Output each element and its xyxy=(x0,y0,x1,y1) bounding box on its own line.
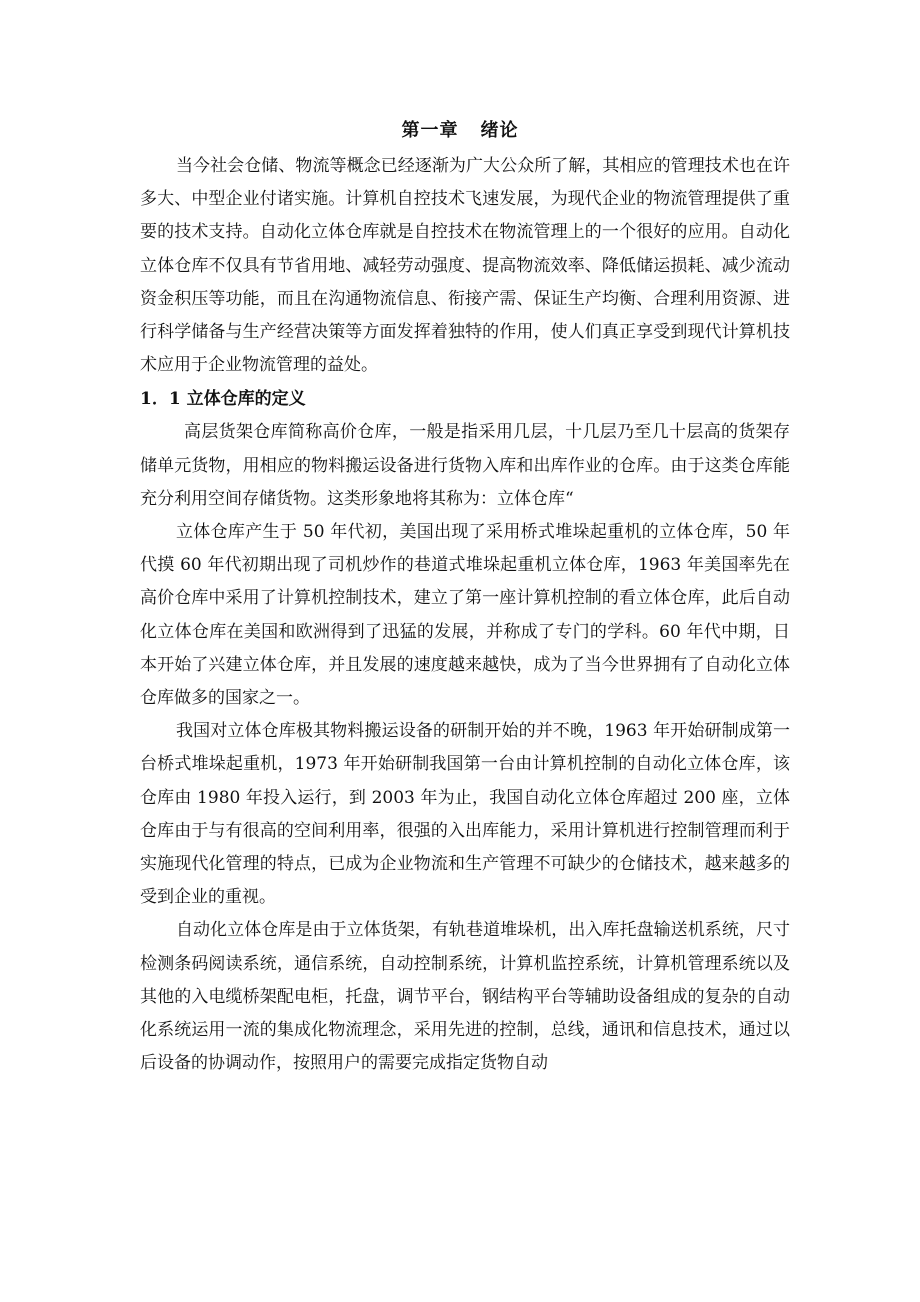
document-body xyxy=(140,150,790,1080)
intro-paragraph: 当今社会仓储、物流等概念已经逐渐为广大公众所了解，其相应的管理技术也在许多大、中型企业付诸实施。计算机自控技术飞速发展，为现代企业的物流管理提供了重要的技术支持。自动化立体仓库就是自控技术在物流管理上的一个很好的应用。自动化立体仓库不仅具有节省用地、减轻劳动强度、提高物流效率、降低储运损耗、减少流动资金积压等功能，而且在沟通物流信息、衔接产需、保证生产均衡、合理利用资源、进行科学储备与生产经营决策等方面发挥着独特的作用，使人们真正享受到现代计算机技术应用于企业物流管理的益处。 xyxy=(140,156,790,376)
history-world-paragraph: 立体仓库产生于 50 年代初，美国出现了采用桥式堆垛起重机的立体仓库，50 年代摸 60 年代初期出现了司机炒作的巷道式堆垛起重机立体仓库，1963 年美国率先在高价仓库中采用了计算机控制技术，建立了第一座计算机控制的看立体仓库，此后自动化立体仓库在美国和欧洲得到了迅猛的发展，并称成了专门的学科。60 年代中期，日本开始了兴建立体仓库，并且发展的速度越来越快，成为了当今世界拥有了自动化立体仓库做多的国家之一。 xyxy=(140,522,790,709)
definition-paragraph: 高层货架仓库简称高价仓库，一般是指采用几层，十几层乃至几十层高的货架存储单元货物，用相应的物料搬运设备进行货物入库和出库作业的仓库。由于这类仓库能充分利用空间存储货物。这类形象地将其称为：立体仓库“ xyxy=(140,422,790,509)
composition-paragraph: 自动化立体仓库是由于立体货架，有轨巷道堆垛机，出入库托盘输送机系统，尺寸检测条码阅读系统，通信系统，自动控制系统，计算机监控系统，计算机管理系统以及其他的入电缆桥架配电柜，托盘，调节平台，钢结构平台等辅助设备组成的复杂的自动化系统运用一流的集成化物流理念，采用先进的控制，总线，通讯和信息技术，通过以后设备的协调动作，按照用户的需要完成指定货物自动 xyxy=(140,920,790,1074)
chapter-name: 绪论 xyxy=(480,120,519,141)
chapter-title xyxy=(0,116,920,142)
chapter-number: 第一章 xyxy=(401,120,459,141)
history-china-paragraph: 我国对立体仓库极其物料搬运设备的研制开始的并不晚，1963 年开始研制成第一台桥式堆垛起重机，1973 年开始研制我国第一台由计算机控制的自动化立体仓库，该仓库由 1980 年投入运行，到 2003 年为止，我国自动化立体仓库超过 200 座，立体仓库由于与有很高的空间利用率，很强的入出库能力，采用计算机进行控制管理而利于实施现代化管理的特点，已成为企业物流和生产管理不可缺少的仓储技术，越来越多的受到企业的重视。 xyxy=(140,721,790,908)
section-heading-1-1: 1．1 立体仓库的定义 xyxy=(140,389,306,410)
